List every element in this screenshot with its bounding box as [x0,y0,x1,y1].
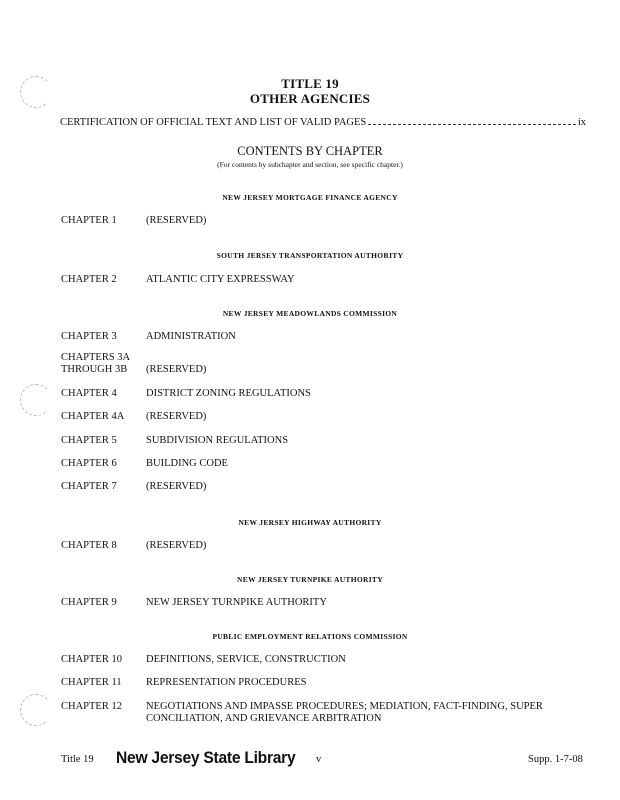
chapter-title: (RESERVED) [146,540,207,551]
chapter-title: REPRESENTATION PROCEDURES [146,677,307,688]
chapter-number: CHAPTER 8 [61,540,117,551]
chapter-number: CHAPTERS 3A [61,352,131,363]
library-stamp: New Jersey State Library [116,748,296,767]
section-heading: NEW JERSEY MEADOWLANDS COMMISSION [222,309,398,318]
page-number: v [316,754,322,765]
contents-title: CONTENTS BY CHAPTER [237,144,383,158]
chapter-number: CHAPTER 4A [61,411,125,422]
contents-heading [0,144,620,170]
chapter-number: CHAPTER 9 [61,597,117,608]
section-heading: NEW JERSEY TURNPIKE AUTHORITY [237,575,383,584]
footer-title: Title 19 [61,754,94,765]
section-heading: NEW JERSEY MORTGAGE FINANCE AGENCY [222,193,398,202]
title-number: TITLE 19 [281,76,339,91]
title-block [0,76,620,106]
chapter-title: (RESERVED) [146,364,207,375]
chapter-number: CHAPTER 4 [61,388,117,399]
section-heading: SOUTH JERSEY TRANSPORTATION AUTHORITY [216,251,404,260]
chapter-number: CHAPTER 11 [61,677,122,688]
chapter-title: NEW JERSEY TURNPIKE AUTHORITY [146,597,327,608]
chapter-title: ADMINISTRATION [146,331,236,342]
chapter-number: CHAPTER 7 [61,481,117,492]
supplement-date: Supp. 1-7-08 [528,754,583,765]
chapter-number: CHAPTER 6 [61,458,117,469]
chapter-number-continued: THROUGH 3B [61,364,128,375]
chapter-title: BUILDING CODE [146,458,228,469]
section-heading: NEW JERSEY HIGHWAY AUTHORITY [238,518,382,527]
chapter-title: ATLANTIC CITY EXPRESSWAY [146,274,295,285]
chapter-number: CHAPTER 12 [61,701,122,712]
chapter-title: SUBDIVISION REGULATIONS [146,435,289,446]
certification-label: CERTIFICATION OF OFFICIAL TEXT AND LIST OF VALID PAGES [60,117,367,128]
chapter-title: NEGOTIATIONS AND IMPASSE PROCEDURES; MEDIATION, FACT-FINDING, SUPER [146,701,543,712]
chapter-title: (RESERVED) [146,481,207,492]
chapter-number: CHAPTER 2 [61,274,117,285]
chapter-title-continued: CONCILIATION, AND GRIEVANCE ARBITRATION [146,713,382,724]
punch-hole-mark [20,694,52,726]
title-name: OTHER AGENCIES [249,91,371,106]
certification-page: ix [577,117,586,128]
punch-hole-mark [20,384,52,416]
chapter-number: CHAPTER 1 [61,215,117,226]
section-heading: PUBLIC EMPLOYMENT RELATIONS COMMISSION [212,632,408,641]
certification-line [60,117,586,128]
chapter-title: (RESERVED) [146,411,207,422]
chapter-number: CHAPTER 3 [61,331,117,342]
chapter-title: DISTRICT ZONING REGULATIONS [146,388,311,399]
chapter-number: CHAPTER 5 [61,435,117,446]
chapter-title: (RESERVED) [146,215,207,226]
chapter-number: CHAPTER 10 [61,654,122,665]
contents-subtitle: (For contents by subchapter and section, see specific chapter.) [217,160,403,169]
dot-leader [368,124,576,125]
chapter-title: DEFINITIONS, SERVICE, CONSTRUCTION [146,654,346,665]
